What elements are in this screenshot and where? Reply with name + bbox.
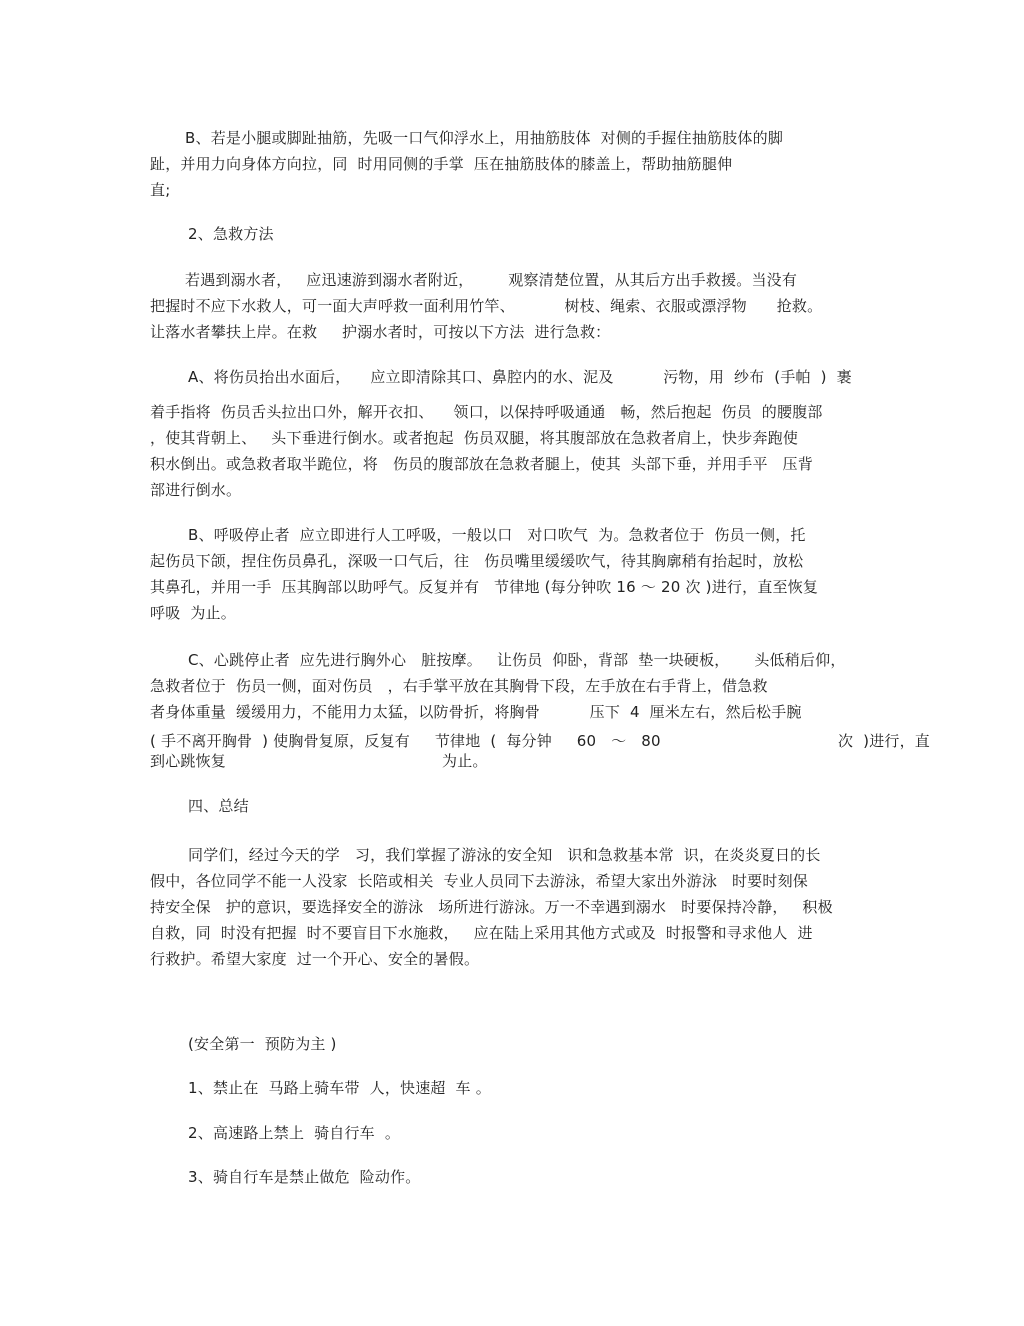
para-summary-line-5: 行救护。希望大家度 过一个开心、安全的暑假。: [150, 950, 480, 968]
para-c-line-2: 急救者位于 伤员一侧，面对伤员 ，右手掌平放在其胸骨下段，左手放在右手背上，借急救: [150, 677, 768, 695]
para-c-line-4-left: ( 手不离开胸骨 ) 使胸骨复原，反复有 节律地 ( 每分钟 60 ～ 80: [150, 732, 661, 750]
para-a-line-4: 积水倒出。或急救者取半跪位，将 伤员的腹部放在急救者腿上，使其 头部下垂，并用手平 压背: [150, 455, 813, 473]
rule-item-3: 3、骑自行车是禁止做危 险动作。: [188, 1168, 421, 1186]
para-rescue-line-1: 若遇到溺水者， 应迅速游到溺水者附近， 观察清楚位置，从其后方出手救援。当没有: [185, 271, 798, 289]
para-summary-line-4: 自救，同 时没有把握 时不要盲目下水施救， 应在陆上采用其他方式或及 时报警和寻求他人 进: [150, 924, 813, 942]
para-summary-line-1: 同学们，经过今天的学 习，我们掌握了游泳的安全知 识和急救基本常 识，在炎炎夏日的长: [188, 846, 821, 864]
para-a-line-1: A、将伤员抬出水面后， 应立即清除其口、鼻腔内的水、泥及 污物，用 纱布 (手帕 ) 裹: [188, 368, 852, 386]
para-a-line-2: 着手指将 伤员舌头拉出口外，解开衣扣、 领口，以保持呼吸通通 畅，然后抱起 伤员 的腰腹部: [150, 403, 823, 421]
para-summary-line-3: 持安全保 护的意识，要选择安全的游泳 场所进行游泳。万一不幸遇到溺水 时要保持冷静， 积极: [150, 898, 833, 916]
para-c-line-4-right: 次 )进行，直: [838, 732, 930, 750]
para-b-cramp-line-1: B、若是小腿或脚趾抽筋，先吸一口气仰浮水上，用抽筋肢体 对侧的手握住抽筋肢体的脚: [185, 129, 784, 147]
para-b-breath-line-1: B、呼吸停止者 应立即进行人工呼吸，一般以口 对口吹气 为。急救者位于 伤员一侧，托: [188, 526, 806, 544]
heading-first-aid: 2、急救方法: [188, 225, 274, 243]
para-c-line-1: C、心跳停止者 应先进行胸外心 脏按摩。 让伤员 仰卧，背部 垫一块硬板， 头低稍后仰，: [188, 651, 846, 669]
para-c-line-3: 者身体重量 缓缓用力，不能用力太猛，以防骨折，将胸骨 压下 4 厘米左右，然后松手腕: [150, 703, 802, 721]
rule-item-1: 1、禁止在 马路上骑车带 人，快速超 车 。: [188, 1079, 491, 1097]
heading-summary: 四、总结: [188, 797, 249, 815]
safety-slogan: (安全第一 预防为主 ): [188, 1035, 337, 1053]
para-rescue-line-3: 让落水者攀扶上岸。在救 护溺水者时，可按以下方法 进行急救：: [150, 323, 611, 341]
para-b-breath-line-2: 起伤员下颌，捏住伤员鼻孔，深吸一口气后，往 伤员嘴里缓缓吹气，待其胸廓稍有抬起时，放松: [150, 552, 804, 570]
para-a-line-3: ，使其背朝上、 头下垂进行倒水。或者抱起 伤员双腿，将其腹部放在急救者肩上，快步奔跑使: [150, 429, 799, 447]
para-b-breath-line-4: 呼吸 为止。: [150, 604, 236, 622]
para-c-line-5-left: 到心跳恢复: [150, 752, 227, 770]
para-c-line-5-mid: 为止。: [442, 752, 488, 770]
para-b-breath-line-3: 其鼻孔，并用一手 压其胸部以助呼气。反复并有 节律地 (每分钟吹 16 ～ 20 次 )进行，直至恢复: [150, 578, 819, 596]
rule-item-2: 2、高速路上禁上 骑自行车 。: [188, 1124, 401, 1142]
para-b-cramp-line-3: 直;: [150, 181, 171, 199]
para-a-line-5: 部进行倒水。: [150, 481, 242, 499]
para-b-cramp-line-2: 趾，并用力向身体方向拉，同 时用同侧的手掌 压在抽筋肢体的膝盖上，帮助抽筋腿伸: [150, 155, 733, 173]
para-rescue-line-2: 把握时不应下水救人，可一面大声呼救一面利用竹竿、 树枝、绳索、衣服或漂浮物 抢救。: [150, 297, 823, 315]
para-summary-line-2: 假中，各位同学不能一人没家 长陪或相关 专业人员同下去游泳，希望大家出外游泳 时要时刻保: [150, 872, 808, 890]
